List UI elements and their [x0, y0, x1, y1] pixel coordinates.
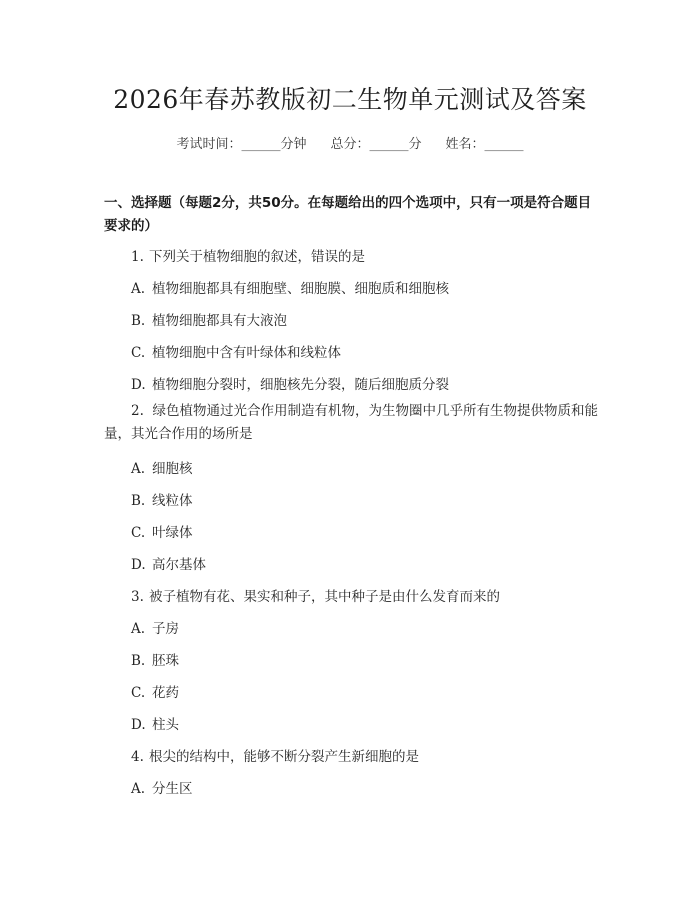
question-2-option-b	[131, 489, 193, 509]
question-number: 2.	[131, 403, 144, 419]
option-letter: A.	[131, 281, 146, 297]
question-1-option-b	[131, 309, 287, 329]
option-text: 植物细胞分裂时，细胞核先分裂，随后细胞质分裂	[152, 377, 449, 393]
question-2-option-c	[131, 521, 193, 541]
option-letter: B.	[131, 653, 146, 669]
question-3-option-c	[131, 681, 179, 701]
question-2	[104, 400, 604, 446]
option-text: 高尔基体	[152, 557, 206, 573]
option-text: 细胞核	[152, 461, 193, 477]
exam-time-field: 考试时间：______分钟	[176, 137, 307, 152]
exam-meta-line	[0, 133, 700, 152]
page-title: 2026年春苏教版初二生物单元测试及答案	[113, 85, 587, 114]
question-number: 1.	[131, 249, 144, 265]
question-3-option-b	[131, 649, 179, 669]
question-1	[131, 245, 365, 265]
student-name-field: 姓名：______	[445, 137, 524, 152]
question-1-option-a	[131, 277, 449, 297]
option-letter: D.	[131, 557, 146, 573]
option-letter: B.	[131, 313, 146, 329]
question-1-option-c	[131, 341, 341, 361]
option-letter: A.	[131, 461, 146, 477]
option-text: 叶绿体	[152, 525, 193, 541]
option-text: 花药	[152, 685, 179, 701]
option-letter: C.	[131, 685, 146, 701]
option-text: 分生区	[152, 781, 193, 797]
option-text: 柱头	[152, 717, 179, 733]
option-letter: D.	[131, 377, 146, 393]
option-letter: A.	[131, 781, 146, 797]
option-letter: A.	[131, 621, 146, 637]
question-3	[131, 585, 500, 605]
question-text: 绿色植物通过光合作用制造有机物，为生物圈中几乎所有生物提供物质和能量，其光合作用的场所是	[104, 403, 598, 442]
option-letter: C.	[131, 525, 146, 541]
question-text: 下列关于植物细胞的叙述，错误的是	[149, 249, 365, 265]
question-2-option-d	[131, 553, 206, 573]
option-letter: B.	[131, 493, 146, 509]
option-text: 植物细胞都具有细胞壁、细胞膜、细胞质和细胞核	[152, 281, 449, 297]
question-1-option-d	[131, 373, 449, 393]
question-4-option-a	[131, 777, 193, 797]
question-3-option-a	[131, 617, 179, 637]
option-letter: D.	[131, 717, 146, 733]
option-text: 胚珠	[152, 653, 179, 669]
total-score-field: 总分：______分	[330, 137, 422, 152]
question-4	[131, 745, 419, 765]
question-text: 根尖的结构中，能够不断分裂产生新细胞的是	[149, 749, 419, 765]
question-number: 4.	[131, 749, 144, 765]
question-3-option-d	[131, 713, 179, 733]
option-text: 植物细胞中含有叶绿体和线粒体	[152, 345, 341, 361]
option-letter: C.	[131, 345, 146, 361]
question-2-option-a	[131, 457, 193, 477]
option-text: 植物细胞都具有大液泡	[152, 313, 287, 329]
option-text: 线粒体	[152, 493, 193, 509]
section-heading: 一、选择题（每题2分，共50分。在每题给出的四个选项中，只有一项是符合题目要求的）	[104, 195, 592, 234]
option-text: 子房	[152, 621, 179, 637]
question-number: 3.	[131, 589, 144, 605]
question-text: 被子植物有花、果实和种子，其中种子是由什么发育而来的	[149, 589, 500, 605]
